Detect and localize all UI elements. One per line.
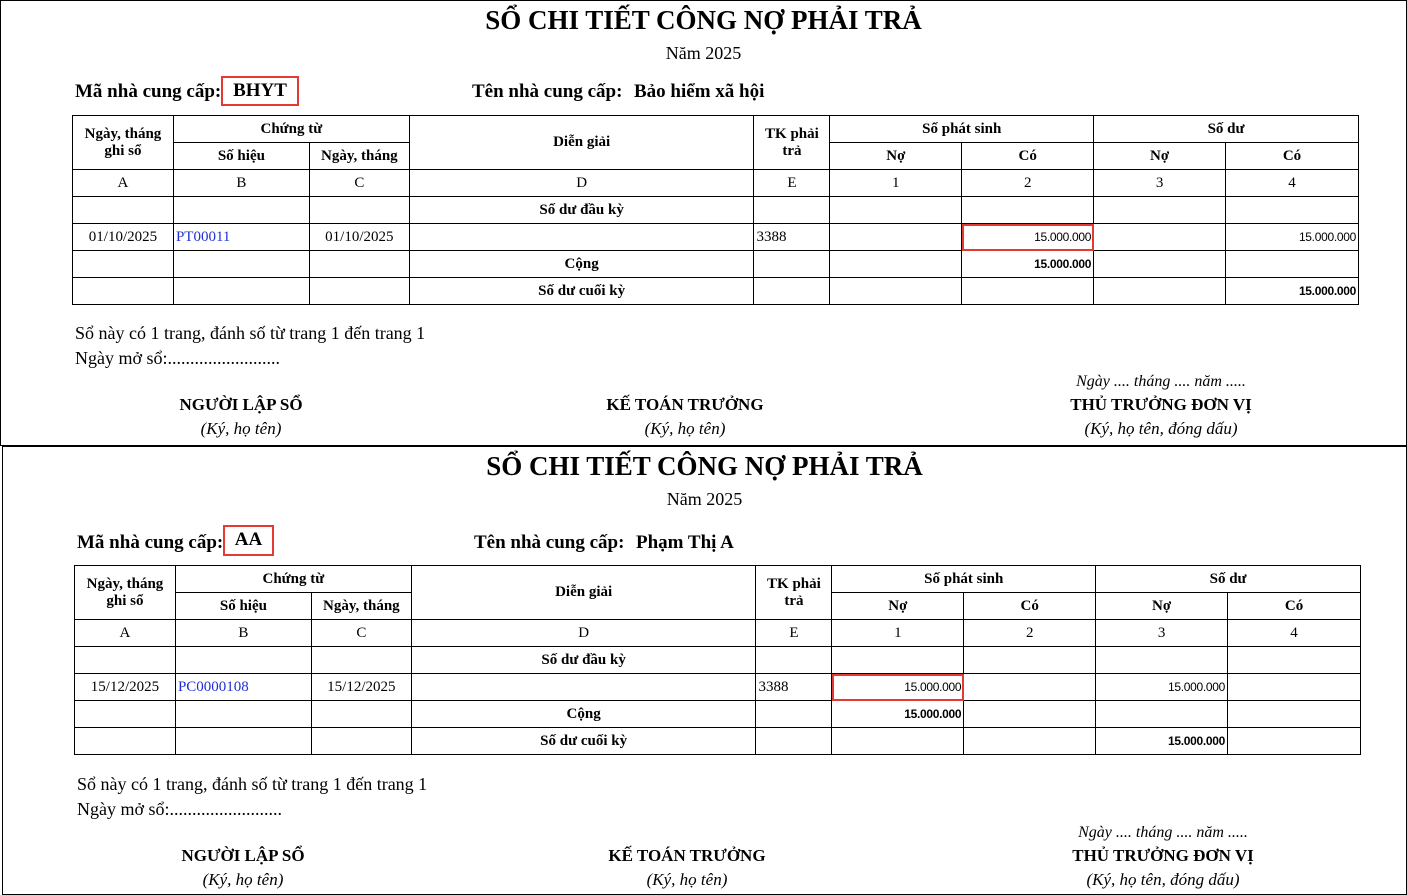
sheet-title: SỔ CHI TIẾT CÔNG NỢ PHẢI TRẢ [486, 451, 923, 481]
entry-credit [964, 674, 1096, 701]
code-cell: A [75, 620, 176, 647]
ledger-table [72, 115, 1359, 305]
total-row [75, 701, 1361, 728]
page-note: Sổ này có 1 trang, đánh số từ trang 1 đến trang 1 [75, 323, 426, 343]
entry-balance-debit: 15.000.000 [1096, 674, 1228, 701]
header-account: TK phải trả [754, 116, 830, 170]
entry-date: 15/12/2025 [75, 674, 176, 701]
ledger-sheet-2 [2, 446, 1407, 895]
code-cell: 2 [962, 170, 1094, 197]
entry-balance-credit [1228, 674, 1361, 701]
entry-account: 3388 [756, 674, 832, 701]
supplier-code-label: Mã nhà cung cấp: [77, 532, 224, 553]
header-balance-credit: Có [1226, 143, 1359, 170]
entry-debit [830, 224, 962, 251]
code-cell: 3 [1096, 620, 1228, 647]
code-cell: 1 [830, 170, 962, 197]
code-cell: B [175, 620, 311, 647]
entry-balance-debit [1094, 224, 1226, 251]
header-movement-debit: Nợ [832, 593, 964, 620]
open-date-note: Ngày mở sổ:......................... [75, 348, 281, 368]
closing-debit [1094, 278, 1226, 305]
table-row [75, 674, 1361, 701]
code-cell: E [754, 170, 830, 197]
total-credit: 15.000.000 [962, 251, 1094, 278]
header-balance-credit: Có [1228, 593, 1361, 620]
signer-role: THỦ TRƯỞNG ĐƠN VỊ [1072, 846, 1254, 865]
code-cell: 4 [1228, 620, 1361, 647]
total-debit [830, 251, 962, 278]
opening-balance-label: Số dư đầu kỳ [411, 647, 756, 674]
ledger-sheet-1 [0, 0, 1407, 446]
header-description: Diễn giải [409, 116, 754, 170]
code-cell: C [309, 170, 409, 197]
closing-debit: 15.000.000 [1096, 728, 1228, 755]
supplier-code-highlight: AA [223, 525, 274, 556]
closing-balance-row [73, 278, 1359, 305]
signer-hint: (Ký, họ tên) [646, 870, 728, 889]
sign-date: Ngày .... tháng .... năm ..... [1076, 373, 1246, 390]
open-date-note: Ngày mở sổ:......................... [77, 799, 283, 819]
opening-balance-row [73, 197, 1359, 224]
entry-description [409, 224, 754, 251]
supplier-code-highlight: BHYT [221, 76, 299, 106]
sign-date: Ngày .... tháng .... năm ..... [1078, 824, 1248, 841]
total-label: Cộng [411, 701, 756, 728]
opening-balance-label: Số dư đầu kỳ [409, 197, 754, 224]
closing-balance-label: Số dư cuối kỳ [411, 728, 756, 755]
signer-director [1043, 824, 1283, 890]
header-voucher: Chứng từ [175, 566, 411, 593]
supplier-name: Bảo hiểm xã hội [634, 81, 765, 102]
sheet-title: SỔ CHI TIẾT CÔNG NỢ PHẢI TRẢ [485, 5, 922, 35]
supplier-name-label: Tên nhà cung cấp: [472, 81, 623, 102]
header-description: Diễn giải [411, 566, 756, 620]
code-cell: C [311, 620, 411, 647]
code-cell: D [411, 620, 756, 647]
header-balance-debit: Nợ [1094, 143, 1226, 170]
header-movement: Số phát sinh [832, 566, 1096, 593]
header-voucher-no: Số hiệu [175, 593, 311, 620]
total-credit [964, 701, 1096, 728]
page-note: Sổ này có 1 trang, đánh số từ trang 1 đến trang 1 [77, 774, 428, 794]
header-balance-debit: Nợ [1096, 593, 1228, 620]
closing-balance-label: Số dư cuối kỳ [409, 278, 754, 305]
signer-hint: (Ký, họ tên) [644, 419, 726, 438]
entry-voucher-date: 01/10/2025 [309, 224, 409, 251]
header-voucher-date: Ngày, tháng [309, 143, 409, 170]
code-cell: 2 [964, 620, 1096, 647]
closing-credit [1228, 728, 1361, 755]
signer-hint: (Ký, họ tên, đóng dấu) [1086, 870, 1240, 889]
signer-chief-accountant [577, 846, 797, 890]
entry-account: 3388 [754, 224, 830, 251]
signer-preparer [141, 395, 341, 439]
header-date: Ngày, tháng ghi sổ [75, 566, 176, 620]
header-movement-debit: Nợ [830, 143, 962, 170]
total-row [73, 251, 1359, 278]
table-row [73, 224, 1359, 251]
total-label: Cộng [409, 251, 754, 278]
signer-hint: (Ký, họ tên) [200, 419, 282, 438]
code-cell: 3 [1094, 170, 1226, 197]
code-cell: E [756, 620, 832, 647]
header-account: TK phải trả [756, 566, 832, 620]
header-date: Ngày, tháng ghi sổ [73, 116, 174, 170]
entry-debit-highlight: 15.000.000 [832, 674, 964, 701]
entry-voucher-date: 15/12/2025 [311, 674, 411, 701]
header-balance: Số dư [1096, 566, 1361, 593]
signer-role: NGƯỜI LẬP SỔ [181, 846, 305, 865]
supplier-name: Phạm Thị A [636, 532, 734, 553]
header-movement: Số phát sinh [830, 116, 1094, 143]
opening-balance-row [75, 647, 1361, 674]
ledger-table [74, 565, 1361, 755]
signer-role: KẾ TOÁN TRƯỞNG [606, 395, 764, 414]
code-cell: A [73, 170, 174, 197]
entry-date: 01/10/2025 [73, 224, 174, 251]
supplier-name-label: Tên nhà cung cấp: [474, 532, 625, 553]
header-movement-credit: Có [962, 143, 1094, 170]
header-voucher-no: Số hiệu [173, 143, 309, 170]
entry-description [411, 674, 756, 701]
signer-role: KẾ TOÁN TRƯỞNG [608, 846, 766, 865]
header-voucher-date: Ngày, tháng [311, 593, 411, 620]
signer-preparer [143, 846, 343, 890]
signer-role: NGƯỜI LẬP SỔ [179, 395, 303, 414]
sheet-year: Năm 2025 [665, 43, 742, 63]
code-cell: 1 [832, 620, 964, 647]
header-voucher: Chứng từ [173, 116, 409, 143]
code-cell: B [173, 170, 309, 197]
signer-chief-accountant [575, 395, 795, 439]
entry-balance-credit: 15.000.000 [1226, 224, 1359, 251]
signer-hint: (Ký, họ tên, đóng dấu) [1084, 419, 1238, 438]
closing-balance-row [75, 728, 1361, 755]
header-movement-credit: Có [964, 593, 1096, 620]
header-balance: Số dư [1094, 116, 1359, 143]
entry-credit-highlight: 15.000.000 [962, 224, 1094, 251]
supplier-code-label: Mã nhà cung cấp: [75, 81, 222, 102]
voucher-link[interactable]: PT00011 [173, 224, 309, 251]
signer-role: THỦ TRƯỞNG ĐƠN VỊ [1070, 395, 1252, 414]
total-debit: 15.000.000 [832, 701, 964, 728]
code-cell: 4 [1226, 170, 1359, 197]
signer-hint: (Ký, họ tên) [202, 870, 284, 889]
closing-credit: 15.000.000 [1226, 278, 1359, 305]
voucher-link[interactable]: PC0000108 [175, 674, 311, 701]
signer-director [1041, 373, 1281, 439]
sheet-year: Năm 2025 [666, 489, 743, 509]
code-cell: D [409, 170, 754, 197]
